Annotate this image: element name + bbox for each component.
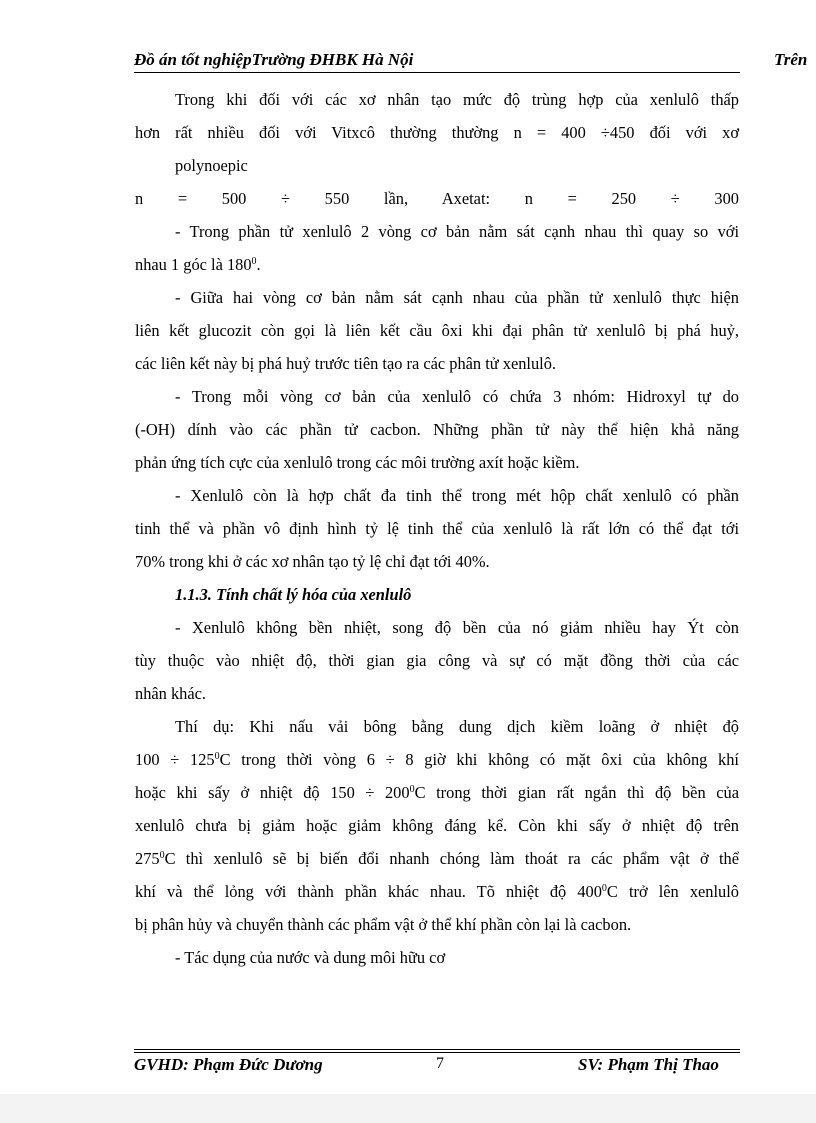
text-line: tùy thuộc vào nhiệt độ, thời gian gia công và sự có mặt đồng thời của các: [135, 651, 739, 670]
footer-rule: [134, 1052, 740, 1053]
superscript: 0: [214, 751, 220, 762]
text-run: C thì xenlulô sẽ bị biến đổi nhanh chóng làm thoát ra các phẩm vật ở thể: [164, 849, 739, 868]
text-run: C trở lên xenlulô: [606, 882, 739, 901]
header-left-text: Đồ án tốt nghiệpTrường ĐHBK Hà Nội: [134, 50, 414, 69]
superscript: 0: [159, 850, 165, 861]
text-run: C trong thời gian rất ngắn thì độ bền của: [414, 783, 739, 802]
text-run: khí và thể lỏng với thành phần khác nhau. Tõ nhiệt độ 400: [135, 882, 602, 901]
header-right-text: Trên: [774, 50, 808, 69]
header-rule: [134, 72, 740, 73]
text-line: hơn rất nhiều đối với Vitxcô thường thường n = 400 ÷450 đối với xơ: [135, 123, 739, 142]
text-line: phản ứng tích cực của xenlulô trong các môi trường axít hoặc kiềm.: [135, 453, 580, 472]
text-line: 70% trong khi ở các xơ nhân tạo tỷ lệ chỉ đạt tới 40%.: [135, 552, 490, 571]
text-line: [135, 880, 739, 904]
text-run: hoặc khi sấy ở nhiệt độ 150 ÷ 200: [135, 783, 410, 802]
text-line: tinh thể và phần vô định hình tỷ lệ tinh thể của xenlulô là rất lớn có thể đạt tới: [135, 519, 739, 538]
text-run: .: [256, 255, 261, 274]
text-line: (-OH) dính vào các phần tử cacbon. Những phần tử này thể hiện khả năng: [135, 420, 739, 439]
superscript: 0: [409, 784, 415, 795]
superscript: 0: [251, 256, 257, 267]
text-line: - Trong phần tử xenlulô 2 vòng cơ bản nằm sát cạnh nhau thì quay so với: [175, 222, 739, 241]
text-line: Trong khi đối với các xơ nhân tạo mức độ trùng hợp của xenlulô thấp: [175, 90, 739, 109]
text-line: [135, 781, 739, 805]
text-line: bị phân hủy và chuyển thành các phẩm vật ở thể khí phần còn lại là cacbon.: [135, 915, 632, 934]
page-header: [134, 50, 816, 74]
text-line: nhân khác.: [135, 684, 206, 703]
text-line: [135, 847, 739, 871]
text-line: - Trong mỗi vòng cơ bản của xenlulô có chứa 3 nhóm: Hidroxyl tự do: [175, 387, 739, 406]
section-heading: 1.1.3. Tính chất lý hóa của xenlulô: [175, 585, 412, 604]
text-line: xenlulô chưa bị giảm hoặc giảm không đáng kể. Còn khi sấy ở nhiệt độ trên: [135, 816, 739, 835]
text-line: polynoepic: [175, 156, 248, 175]
text-line: - Tác dụng của nước và dung môi hữu cơ: [175, 948, 446, 967]
page-bottom-margin: [0, 1094, 816, 1123]
text-line: Thí dụ: Khi nấu vải bông bằng dung dịch kiềm loãng ở nhiệt độ: [175, 717, 739, 736]
text-run: 275: [135, 849, 160, 868]
text-line: [135, 748, 739, 772]
text-run: nhau 1 góc là 180: [135, 255, 252, 274]
text-line: [135, 253, 261, 277]
text-line: - Xenlulô còn là hợp chất đa tinh thể trong mét hộp chất xenlulô có phần: [175, 486, 739, 505]
text-line: - Giữa hai vòng cơ bản nằm sát cạnh nhau của phần tử xenlulô thực hiện: [175, 288, 739, 307]
text-line: n = 500 ÷ 550 lần, Axetat: n = 250 ÷ 300: [135, 189, 739, 208]
page-number: 7: [436, 1055, 444, 1072]
text-line: - Xenlulô không bền nhiệt, song độ bền của nó giảm nhiều hay Ýt còn: [175, 618, 739, 637]
text-line: các liên kết này bị phá huỷ trước tiên tạo ra các phân tử xenlulô.: [135, 354, 557, 373]
text-line: liên kết glucozit còn gọi là liên kết cầu ôxi khi đại phân tử xenlulô bị phá huỷ,: [135, 321, 739, 340]
footer-advisor: GVHD: Phạm Đức Dương: [134, 1055, 323, 1074]
superscript: 0: [601, 883, 607, 894]
footer-rule: [134, 1049, 740, 1050]
text-run: 100 ÷ 125: [135, 750, 215, 769]
text-run: C trong thời vòng 6 ÷ 8 giờ khi không có mặt ôxi của không khí: [219, 750, 739, 769]
footer-student: SV: Phạm Thị Thao: [578, 1055, 719, 1074]
